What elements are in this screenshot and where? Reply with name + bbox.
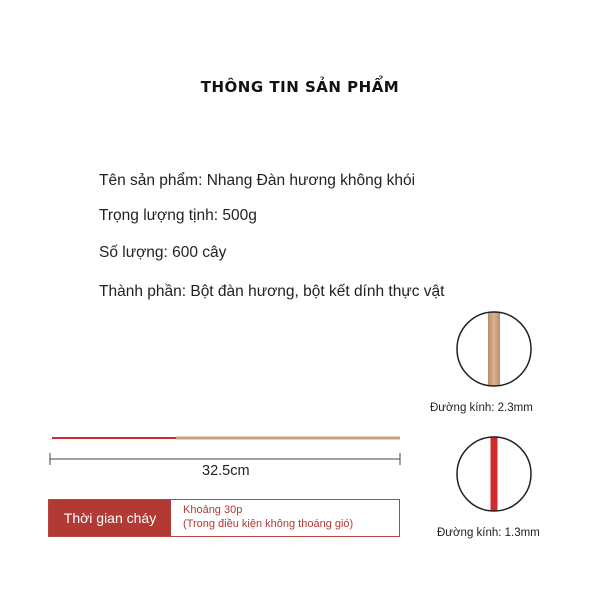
thick-stick-detail [488, 308, 500, 392]
spec-product-name: Tên sản phẩm: Nhang Đàn hương không khói [99, 172, 416, 189]
thin-diameter-label: Đường kính: 1.3mm [437, 527, 540, 539]
burn-time-box [48, 499, 400, 537]
thick-stick-magnifier [457, 308, 531, 392]
spec-quantity: Số lượng: 600 cây [99, 244, 227, 261]
burn-time-value: Khoảng 30p [183, 504, 243, 516]
burn-time-details [171, 500, 399, 536]
burn-time-note: (Trong điều kiện không thoáng gió) [183, 518, 354, 530]
thick-diameter-label: Đường kính: 2.3mm [430, 402, 533, 414]
thin-stick-detail [491, 433, 498, 517]
thin-stick-magnifier [457, 433, 531, 517]
spec-net-weight: Trọng lượng tịnh: 500g [99, 207, 257, 224]
burn-time-header: Thời gian cháy [49, 500, 171, 536]
stick-length-label: 32.5cm [202, 463, 250, 479]
spec-ingredients: Thành phần: Bột đàn hương, bột kết dính thực vật [99, 283, 445, 300]
page-title: THÔNG TIN SẢN PHẨM [200, 78, 400, 96]
